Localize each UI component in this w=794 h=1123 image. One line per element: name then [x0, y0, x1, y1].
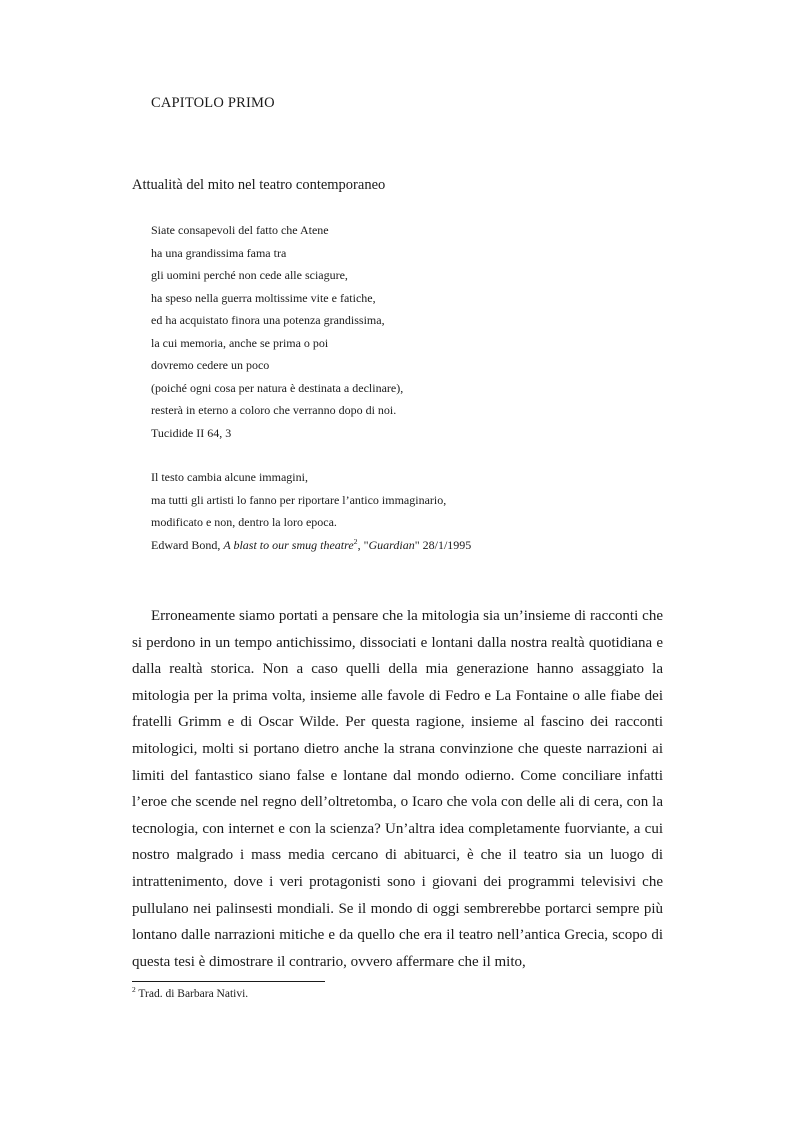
epigraph-line: gli uomini perché non cede alle sciagure,: [151, 268, 348, 282]
epigraph-attribution: Tucidide II 64, 3: [151, 425, 232, 440]
epigraph-line: modificato e non, dentro la loro epoca.: [151, 515, 337, 529]
body-paragraph: Erroneamente siamo portati a pensare che la mitologia sia un’insieme di racconti che si perdono in un tempo antichissimo, dissociati e lontani dalla nostra realtà quotidiana e dalla realtà storica. Non a caso quelli della mia generazione hanno assaggiato la mitologia per la prima volta, insieme alle favole di Fedro e La Fontaine o alle fiabe dei fratelli Grimm e di Oscar Wilde. Per questa ragione, insieme al fascino dei racconti mitologici, molti si portano dietro anche la strana convinzione che queste narrazioni ai limiti del fantastico siano false e lontane dal mondo odierno. Come conciliare infatti l’eroe che scende nel regno dell’oltretomba, o Icaro che vola con delle ali di cera, con la tecnologia, con internet e con la scienza? Un’altra idea completamente fuorviante, a cui nostro malgrado i mass media cercano di abituarci, è che il teatro sia un luogo di intrattenimento, dove i veri protagonisti sono i giovani dei programmi televisivi che pullulano nei palinsesti mondiali. Se il mondo di oggi sembrerebbe portarci sempre più lontano dalle narrazioni mitiche e da quello che era il teatro nell’antica Grecia, scopo di questa tesi è dimostrare il contrario, ovvero affermare che il mito,: [132, 608, 663, 970]
epigraph-bond: [151, 466, 471, 556]
epigraph-line: ha una grandissima fama tra: [151, 245, 287, 260]
attribution-source: Guardian: [368, 537, 415, 552]
epigraph-line: Siate consapevoli del fatto che Atene: [151, 223, 329, 237]
epigraph-line: ha speso nella guerra moltissime vite e fatiche,: [151, 290, 376, 305]
attribution-title: A blast to our smug theatre: [223, 537, 354, 552]
footnote-marker: 2: [132, 985, 136, 995]
footnote-reference[interactable]: 2: [353, 536, 358, 546]
attribution-separator: , ": [357, 537, 369, 552]
attribution-date: " 28/1/1995: [414, 537, 472, 552]
section-title: Attualità del mito nel teatro contemporaneo: [132, 177, 386, 193]
epigraph-line: dovremo cedere un poco: [151, 358, 270, 372]
epigraph-line: ma tutti gli artisti lo fanno per riportare l’antico immaginario,: [151, 492, 447, 507]
epigraph-line: Il testo cambia alcune immagini,: [151, 470, 308, 484]
epigraph-thucydides: [151, 219, 403, 444]
footnote: [132, 985, 249, 1000]
epigraph-line: la cui memoria, anche se prima o poi: [151, 335, 329, 350]
chapter-heading: CAPITOLO PRIMO: [151, 95, 275, 111]
epigraph-line: resterà in eterno a coloro che verranno dopo di noi.: [151, 403, 397, 417]
epigraph-attribution: [151, 534, 471, 557]
attribution-author: Edward Bond,: [151, 537, 224, 552]
epigraph-line: ed ha acquistato finora una potenza grandissima,: [151, 313, 385, 327]
footnote-divider: [132, 981, 325, 982]
footnote-text: Trad. di Barbara Nativi.: [135, 988, 249, 1000]
epigraph-line: (poiché ogni cosa per natura è destinata a declinare),: [151, 380, 404, 395]
